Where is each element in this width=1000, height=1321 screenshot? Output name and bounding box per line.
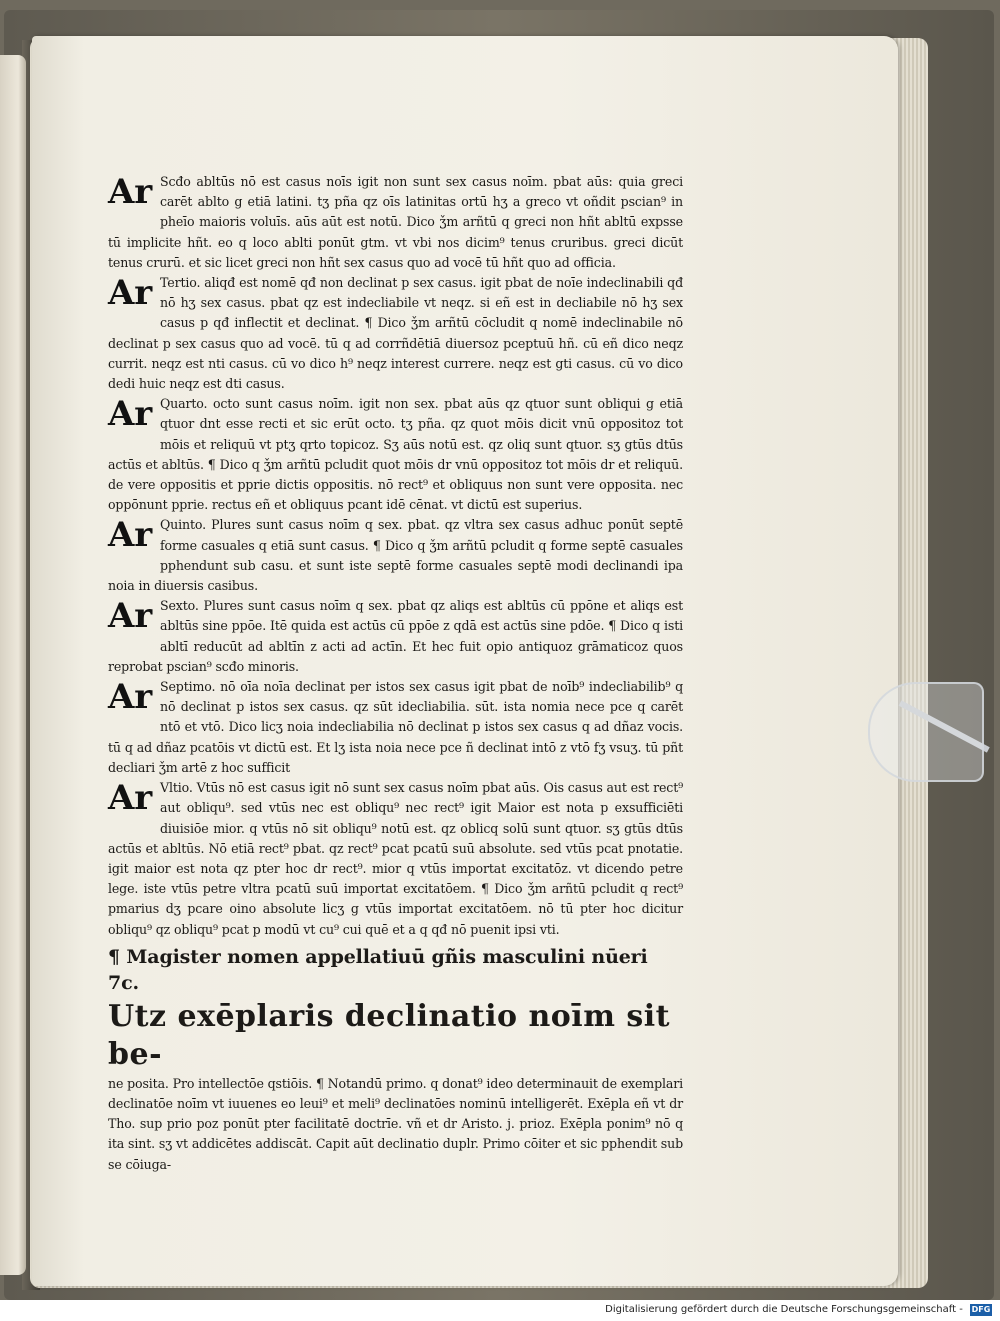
paragraph-text: Quarto. octo sunt casus noīm. igit non sex. pbat aūs qz qtuor sunt obliqui g etiā qtuor dnt esse recti et sic erūt octo. tʒ pña. qz quot mōis dicit vnū oppositoz tot mōis et reliquū vt ptʒ qrto topicoz. Sʒ aūs notū est. qz oliq sunt qtuor. sʒ gtūs dtūs actūs et abltūs. ¶ Dico q ǯm arñtū pcludit quot mōis dr vnū oppositoz tot mōis dr et reliquū. de vere oppositis et pprie dictis oppositis. nō rect⁹ et obliquus non sunt vere opposita. nec oppōnunt pprie. rectus eñ et obliquus pcant idē cēnat. vt dictū est superius. [108, 396, 683, 513]
paragraph-initial: Ar [108, 394, 152, 435]
paragraph [108, 394, 683, 515]
paragraph [108, 778, 683, 940]
paragraph-initial: Ar [108, 677, 152, 718]
paragraph-initial: Ar [108, 273, 152, 314]
paragraph [108, 273, 683, 394]
paragraph-text: Septimo. nō oīa noīa declinat per istos sex casus igit pbat de noīb⁹ indecliabilib⁹ q nō declinat p istos sex casus. qz sūt idecliabilia. sūt. ista nomia nece pce q carēt ntō et vtō. Dico licʒ noia indecliabilia nō declinat p istos sex casus q ad dñaz vocis. tū q ad dñaz pcatōis vt dictū est. Et lʒ ista noia nece pce ñ declinat intō z vtō fʒ vsuʒ. tū pñt decliari ǯm artē z hoc sufficit [108, 679, 683, 775]
paragraph [108, 677, 683, 778]
paragraph-initial: Ar [108, 778, 152, 819]
paragraph-initial: Ar [108, 596, 152, 637]
paragraph-text: Sexto. Plures sunt casus noīm q sex. pbat qz aliqs est abltūs cū ppōne et aliqs est abltūs sine ppōe. Itē quida est actūs cū ppōe z qdā est actūs sine pdōe. ¶ Dico q isti abltī reducūt ad abltīn z acti ad actīn. Et hec fuit opio antiquoz grāmaticoz quos reprobat pscian⁹ scđo minoris. [108, 598, 683, 674]
paragraph [108, 515, 683, 596]
funding-footer [0, 1300, 1000, 1320]
footer-text: Digitalisierung gefördert durch die Deutsche Forschungsgemeinschaft - [605, 1304, 963, 1315]
closing-paragraph: ne posita. Pro intellectōe qstiōis. ¶ Notandū primo. q donat⁹ ideo determinauit de exemplari declinatōe noīm vt iuuenes eo leui⁹ et meli⁹ declinatōes nominū intelligerēt. Exēpla eñ vt dr Tho. sup prio poz ponūt pter facilitatē doctrīe. vñ et dr Aristo. j. prioz. Exēpla ponim⁹ nō q ita sint. sʒ vt addicētes addiscāt. Capit aūt declinatio duplr. Primo cōiter et sic pphendit sub se cōiuga- [108, 1075, 683, 1172]
paragraph [108, 596, 683, 677]
question-rubric: Utz exēplaris declinatio noīm sit be- [108, 998, 671, 1072]
section-heading: ¶ Magister nomen appellatiuū gñis masculini nūeri 7c. [108, 945, 648, 994]
page-clip [868, 682, 984, 782]
left-page-edge [0, 55, 26, 1275]
paragraph-text: Scđo abltūs nō est casus noīs igit non sunt sex casus noīm. pbat aūs: quia greci carēt ablto g etiā latini. tʒ pña qz oīs latinitas ortū hʒ a greco vt oñdit pscian⁹ in pheīo maioris voluīs. aūs aūt est notū. Dico ǯm arñtū q greci non hñt abltū expsse tū implicite hñt. eo q loco ablti ponūt gtm. vt vbi nos dicim⁹ tenus cruribus. greci dicūt tenus crurū. et sic licet greci non hñt sex casus quo ad vocē tū hñt quo ad officia. [108, 174, 683, 270]
paragraph-initial: Ar [108, 172, 152, 212]
paragraph-text: Tertio. aliqđ est nomē qđ non declinat p sex casus. igit pbat de noīe indeclinabili qđ nō hʒ sex casus. pbat qz est indecliabile vt neqz. si eñ est in decliabile nō hʒ sex casus p qđ inflectit et declinat. ¶ Dico ǯm arñtū cōcludit q nomē indeclinabile nō declinat p sex casus quo ad vocē. tū q ad corrñdētiā diuersoz pceptuū hñ. cū eñ dico neqz currit. neqz est nti casus. cū vo dico h⁹ neqz interest currere. neqz est gti casus. cū vo dico dedi huic neqz est dti casus. [108, 275, 683, 392]
paragraph-text: Vltio. Vtūs nō est casus igit nō sunt sex casus noīm pbat aūs. Ois casus aut est rect⁹ aut obliqu⁹. sed vtūs nec est obliqu⁹ nec rect⁹ igit Maior est nota p exsufficiēti diuisiōe mior. q vtūs nō sit obliqu⁹ notū est. qz oblicq solū sunt qtuor. sʒ gtūs dtūs actūs et abltūs. Nō etiā rect⁹ pbat. qz rect⁹ pcat pcatū suū absolute. sed vtūs pcat pnotatie. igit maior est nota qz pter hoc dr rect⁹. mior q vtūs importat excitatōz. vt dicendo petre lege. iste vtūs petre vltra pcatū suū importat excitatōem. ¶ Dico ǯm arñtū pcludit q rect⁹ pmarius dʒ pcare oino absolute licʒ g vtūs importat excitatōem. nō tū pter hoc dicitur obliqu⁹ qz obliqu⁹ pcat p modū vt cu⁹ cui quē et a q qđ nō puenit ipsi vti. [108, 780, 683, 937]
paragraph-text: Quinto. Plures sunt casus noīm q sex. pbat. qz vltra sex casus adhuc ponūt septē forme casuales q etiā sunt casus. ¶ Dico q ǯm arñtū pcludit q forme septē casuales pphendunt sub casu. et sunt iste septē forme casuales septē modi declinandi ipa noia in diuersis casibus. [108, 517, 683, 594]
page-text-block [108, 172, 683, 1175]
paragraph [108, 172, 683, 273]
dfg-logo: DFG [971, 1305, 991, 1314]
paragraph-initial: Ar [108, 515, 152, 556]
